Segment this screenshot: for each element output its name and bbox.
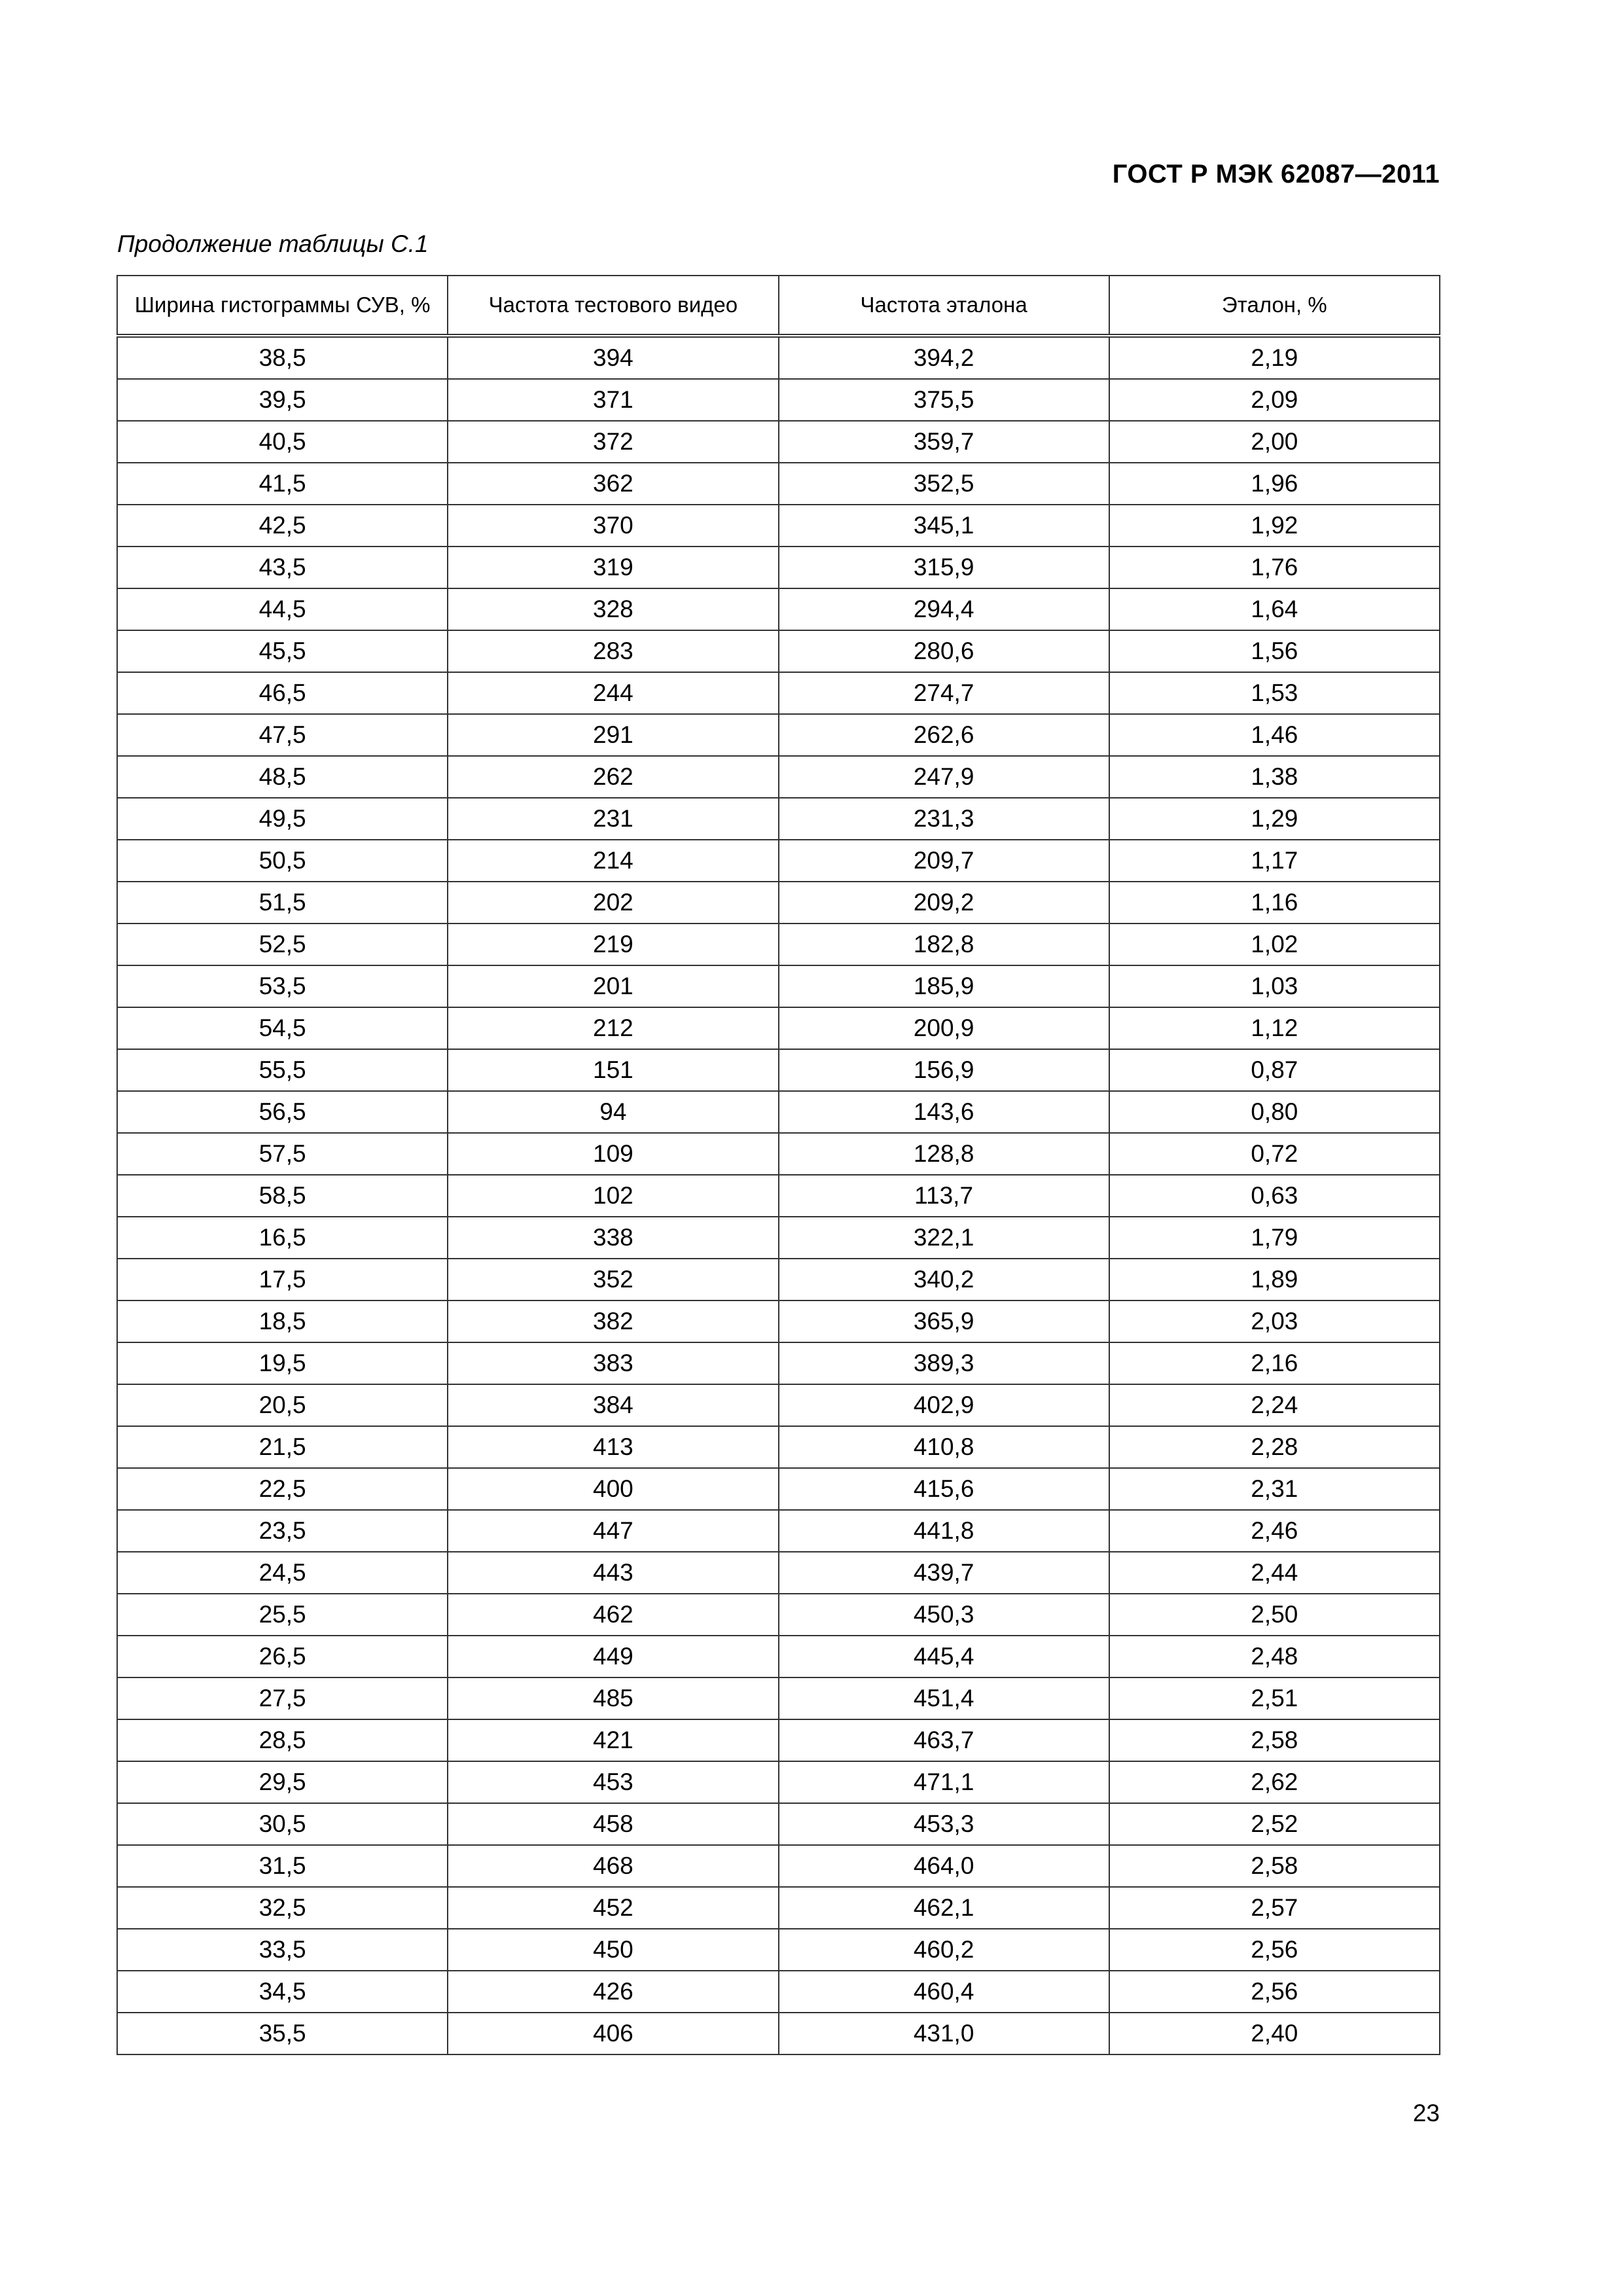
table-cell: 371 <box>448 379 778 421</box>
table-cell: 2,48 <box>1109 1636 1440 1677</box>
table-row <box>117 505 1440 547</box>
table-row <box>117 756 1440 798</box>
table-row <box>117 336 1440 379</box>
table-cell: 28,5 <box>117 1719 448 1761</box>
table-cell: 2,24 <box>1109 1384 1440 1426</box>
table-cell: 27,5 <box>117 1677 448 1719</box>
table-row <box>117 1636 1440 1677</box>
table-cell: 291 <box>448 714 778 756</box>
table-cell: 46,5 <box>117 672 448 714</box>
table-cell: 1,03 <box>1109 965 1440 1007</box>
table-cell: 1,02 <box>1109 924 1440 965</box>
table-cell: 0,87 <box>1109 1049 1440 1091</box>
table-cell: 352 <box>448 1259 778 1300</box>
table-cell: 39,5 <box>117 379 448 421</box>
column-header-histogram-width: Ширина гистограммы СУВ, % <box>117 276 448 336</box>
table-cell: 328 <box>448 588 778 630</box>
table-cell: 0,80 <box>1109 1091 1440 1133</box>
table-cell: 1,53 <box>1109 672 1440 714</box>
table-cell: 370 <box>448 505 778 547</box>
table-cell: 460,2 <box>779 1929 1109 1971</box>
table-cell: 315,9 <box>779 547 1109 588</box>
table-cell: 109 <box>448 1133 778 1175</box>
table-cell: 54,5 <box>117 1007 448 1049</box>
table-cell: 44,5 <box>117 588 448 630</box>
table-cell: 143,6 <box>779 1091 1109 1133</box>
table-cell: 0,72 <box>1109 1133 1440 1175</box>
table-row <box>117 1929 1440 1971</box>
table-row <box>117 1342 1440 1384</box>
table-cell: 185,9 <box>779 965 1109 1007</box>
table-row <box>117 1049 1440 1091</box>
table-cell: 2,09 <box>1109 379 1440 421</box>
table-cell: 34,5 <box>117 1971 448 2013</box>
table-row <box>117 1300 1440 1342</box>
table-row <box>117 1845 1440 1887</box>
table-cell: 450,3 <box>779 1594 1109 1636</box>
table-row <box>117 1133 1440 1175</box>
table-cell: 1,38 <box>1109 756 1440 798</box>
table-cell: 244 <box>448 672 778 714</box>
table-body <box>117 336 1440 2054</box>
table-cell: 40,5 <box>117 421 448 463</box>
table-cell: 274,7 <box>779 672 1109 714</box>
table-row <box>117 1803 1440 1845</box>
table-cell: 262,6 <box>779 714 1109 756</box>
table-cell: 58,5 <box>117 1175 448 1217</box>
table-cell: 1,92 <box>1109 505 1440 547</box>
table-cell: 202 <box>448 882 778 924</box>
table-cell: 2,44 <box>1109 1552 1440 1594</box>
table-cell: 2,46 <box>1109 1510 1440 1552</box>
table-row <box>117 2013 1440 2054</box>
table-row <box>117 379 1440 421</box>
table-cell: 182,8 <box>779 924 1109 965</box>
table-cell: 2,57 <box>1109 1887 1440 1929</box>
table-cell: 441,8 <box>779 1510 1109 1552</box>
table-cell: 394,2 <box>779 336 1109 379</box>
table-cell: 53,5 <box>117 965 448 1007</box>
table-row <box>117 1426 1440 1468</box>
table-cell: 2,00 <box>1109 421 1440 463</box>
column-header-reference-frequency: Частота эталона <box>779 276 1109 336</box>
table-cell: 20,5 <box>117 1384 448 1426</box>
table-cell: 426 <box>448 1971 778 2013</box>
table-row <box>117 1091 1440 1133</box>
table-cell: 445,4 <box>779 1636 1109 1677</box>
table-cell: 47,5 <box>117 714 448 756</box>
table-cell: 26,5 <box>117 1636 448 1677</box>
table-cell: 400 <box>448 1468 778 1510</box>
table-cell: 209,7 <box>779 840 1109 882</box>
table-cell: 421 <box>448 1719 778 1761</box>
table-cell: 31,5 <box>117 1845 448 1887</box>
table-row <box>117 1468 1440 1510</box>
table-cell: 2,31 <box>1109 1468 1440 1510</box>
table-cell: 32,5 <box>117 1887 448 1929</box>
table-row <box>117 421 1440 463</box>
table-cell: 431,0 <box>779 2013 1109 2054</box>
table-row <box>117 840 1440 882</box>
table-cell: 1,56 <box>1109 630 1440 672</box>
table-cell: 43,5 <box>117 547 448 588</box>
table-cell: 352,5 <box>779 463 1109 505</box>
table-cell: 48,5 <box>117 756 448 798</box>
table-cell: 384 <box>448 1384 778 1426</box>
table-cell: 453 <box>448 1761 778 1803</box>
table-cell: 464,0 <box>779 1845 1109 1887</box>
table-row <box>117 1175 1440 1217</box>
table-header-row <box>117 276 1440 336</box>
table-row <box>117 1007 1440 1049</box>
table-cell: 1,76 <box>1109 547 1440 588</box>
table-cell: 23,5 <box>117 1510 448 1552</box>
table-row <box>117 924 1440 965</box>
table-cell: 231 <box>448 798 778 840</box>
table-cell: 1,16 <box>1109 882 1440 924</box>
table-cell: 38,5 <box>117 336 448 379</box>
table-row <box>117 1971 1440 2013</box>
table-cell: 2,50 <box>1109 1594 1440 1636</box>
table-cell: 56,5 <box>117 1091 448 1133</box>
table-cell: 340,2 <box>779 1259 1109 1300</box>
table-cell: 463,7 <box>779 1719 1109 1761</box>
table-cell: 94 <box>448 1091 778 1133</box>
table-cell: 402,9 <box>779 1384 1109 1426</box>
table-cell: 413 <box>448 1426 778 1468</box>
table-cell: 372 <box>448 421 778 463</box>
table-cell: 29,5 <box>117 1761 448 1803</box>
table-cell: 16,5 <box>117 1217 448 1259</box>
table-cell: 1,79 <box>1109 1217 1440 1259</box>
table-cell: 451,4 <box>779 1677 1109 1719</box>
table-cell: 45,5 <box>117 630 448 672</box>
table-cell: 345,1 <box>779 505 1109 547</box>
table-cell: 51,5 <box>117 882 448 924</box>
table-cell: 283 <box>448 630 778 672</box>
table-cell: 24,5 <box>117 1552 448 1594</box>
table-cell: 462 <box>448 1594 778 1636</box>
table-cell: 322,1 <box>779 1217 1109 1259</box>
table-cell: 458 <box>448 1803 778 1845</box>
table-cell: 394 <box>448 336 778 379</box>
table-cell: 209,2 <box>779 882 1109 924</box>
table-row <box>117 798 1440 840</box>
table-cell: 55,5 <box>117 1049 448 1091</box>
table-cell: 49,5 <box>117 798 448 840</box>
table-row <box>117 463 1440 505</box>
table-row <box>117 965 1440 1007</box>
table-cell: 365,9 <box>779 1300 1109 1342</box>
table-cell: 382 <box>448 1300 778 1342</box>
table-cell: 468 <box>448 1845 778 1887</box>
table-row <box>117 1594 1440 1636</box>
table-cell: 1,12 <box>1109 1007 1440 1049</box>
table-cell: 262 <box>448 756 778 798</box>
table-cell: 410,8 <box>779 1426 1109 1468</box>
table-cell: 453,3 <box>779 1803 1109 1845</box>
table-cell: 2,58 <box>1109 1719 1440 1761</box>
table-cell: 128,8 <box>779 1133 1109 1175</box>
table-cell: 42,5 <box>117 505 448 547</box>
table-row <box>117 1510 1440 1552</box>
table-cell: 102 <box>448 1175 778 1217</box>
table-row <box>117 1719 1440 1761</box>
table-cell: 35,5 <box>117 2013 448 2054</box>
table-cell: 52,5 <box>117 924 448 965</box>
page-number: 23 <box>1412 2100 1440 2126</box>
document-standard-id: ГОСТ Р МЭК 62087—2011 <box>1112 160 1440 188</box>
table-cell: 0,63 <box>1109 1175 1440 1217</box>
table-row <box>117 1677 1440 1719</box>
table-cell: 25,5 <box>117 1594 448 1636</box>
table-cell: 231,3 <box>779 798 1109 840</box>
table-cell: 280,6 <box>779 630 1109 672</box>
table-cell: 389,3 <box>779 1342 1109 1384</box>
table-cell: 485 <box>448 1677 778 1719</box>
table-cell: 460,4 <box>779 1971 1109 2013</box>
table-cell: 219 <box>448 924 778 965</box>
table-row <box>117 1887 1440 1929</box>
table-cell: 450 <box>448 1929 778 1971</box>
table-row <box>117 714 1440 756</box>
table-cell: 462,1 <box>779 1887 1109 1929</box>
table-cell: 1,17 <box>1109 840 1440 882</box>
table-row <box>117 672 1440 714</box>
table-cell: 319 <box>448 547 778 588</box>
table-cell: 1,46 <box>1109 714 1440 756</box>
table-cell: 359,7 <box>779 421 1109 463</box>
table-cell: 41,5 <box>117 463 448 505</box>
table-cell: 375,5 <box>779 379 1109 421</box>
table-cell: 1,89 <box>1109 1259 1440 1300</box>
table-cell: 201 <box>448 965 778 1007</box>
table-cell: 338 <box>448 1217 778 1259</box>
table-cell: 362 <box>448 463 778 505</box>
data-table <box>116 275 1440 2055</box>
table-cell: 383 <box>448 1342 778 1384</box>
table-cell: 449 <box>448 1636 778 1677</box>
table-cell: 2,58 <box>1109 1845 1440 1887</box>
table-cell: 247,9 <box>779 756 1109 798</box>
table-cell: 2,28 <box>1109 1426 1440 1468</box>
table-cell: 2,03 <box>1109 1300 1440 1342</box>
table-cell: 443 <box>448 1552 778 1594</box>
table-cell: 439,7 <box>779 1552 1109 1594</box>
table-cell: 471,1 <box>779 1761 1109 1803</box>
table-cell: 57,5 <box>117 1133 448 1175</box>
table-row <box>117 547 1440 588</box>
table-cell: 452 <box>448 1887 778 1929</box>
table-cell: 151 <box>448 1049 778 1091</box>
table-cell: 30,5 <box>117 1803 448 1845</box>
table-cell: 156,9 <box>779 1049 1109 1091</box>
table-cell: 1,96 <box>1109 463 1440 505</box>
table-row <box>117 882 1440 924</box>
table-cell: 18,5 <box>117 1300 448 1342</box>
table-row <box>117 588 1440 630</box>
table-cell: 2,40 <box>1109 2013 1440 2054</box>
table-cell: 447 <box>448 1510 778 1552</box>
table-cell: 2,51 <box>1109 1677 1440 1719</box>
table-row <box>117 1259 1440 1300</box>
column-header-test-video-frequency: Частота тестового видео <box>448 276 778 336</box>
table-cell: 1,64 <box>1109 588 1440 630</box>
table-cell: 50,5 <box>117 840 448 882</box>
column-header-reference-percent: Эталон, % <box>1109 276 1440 336</box>
table-cell: 214 <box>448 840 778 882</box>
table-cell: 2,56 <box>1109 1929 1440 1971</box>
table-cell: 2,56 <box>1109 1971 1440 2013</box>
table-row <box>117 1384 1440 1426</box>
table-cell: 1,29 <box>1109 798 1440 840</box>
table-row <box>117 1761 1440 1803</box>
table-cell: 33,5 <box>117 1929 448 1971</box>
table-cell: 406 <box>448 2013 778 2054</box>
table-cell: 21,5 <box>117 1426 448 1468</box>
table-row <box>117 630 1440 672</box>
table-cell: 294,4 <box>779 588 1109 630</box>
table-cell: 212 <box>448 1007 778 1049</box>
table-cell: 2,52 <box>1109 1803 1440 1845</box>
table-cell: 2,19 <box>1109 336 1440 379</box>
table-cell: 113,7 <box>779 1175 1109 1217</box>
table-header <box>117 276 1440 336</box>
table-caption: Продолжение таблицы С.1 <box>117 230 429 257</box>
table-row <box>117 1217 1440 1259</box>
table-cell: 17,5 <box>117 1259 448 1300</box>
table-cell: 2,16 <box>1109 1342 1440 1384</box>
table-cell: 200,9 <box>779 1007 1109 1049</box>
table-cell: 22,5 <box>117 1468 448 1510</box>
table-cell: 2,62 <box>1109 1761 1440 1803</box>
table-cell: 19,5 <box>117 1342 448 1384</box>
table-row <box>117 1552 1440 1594</box>
table-cell: 415,6 <box>779 1468 1109 1510</box>
